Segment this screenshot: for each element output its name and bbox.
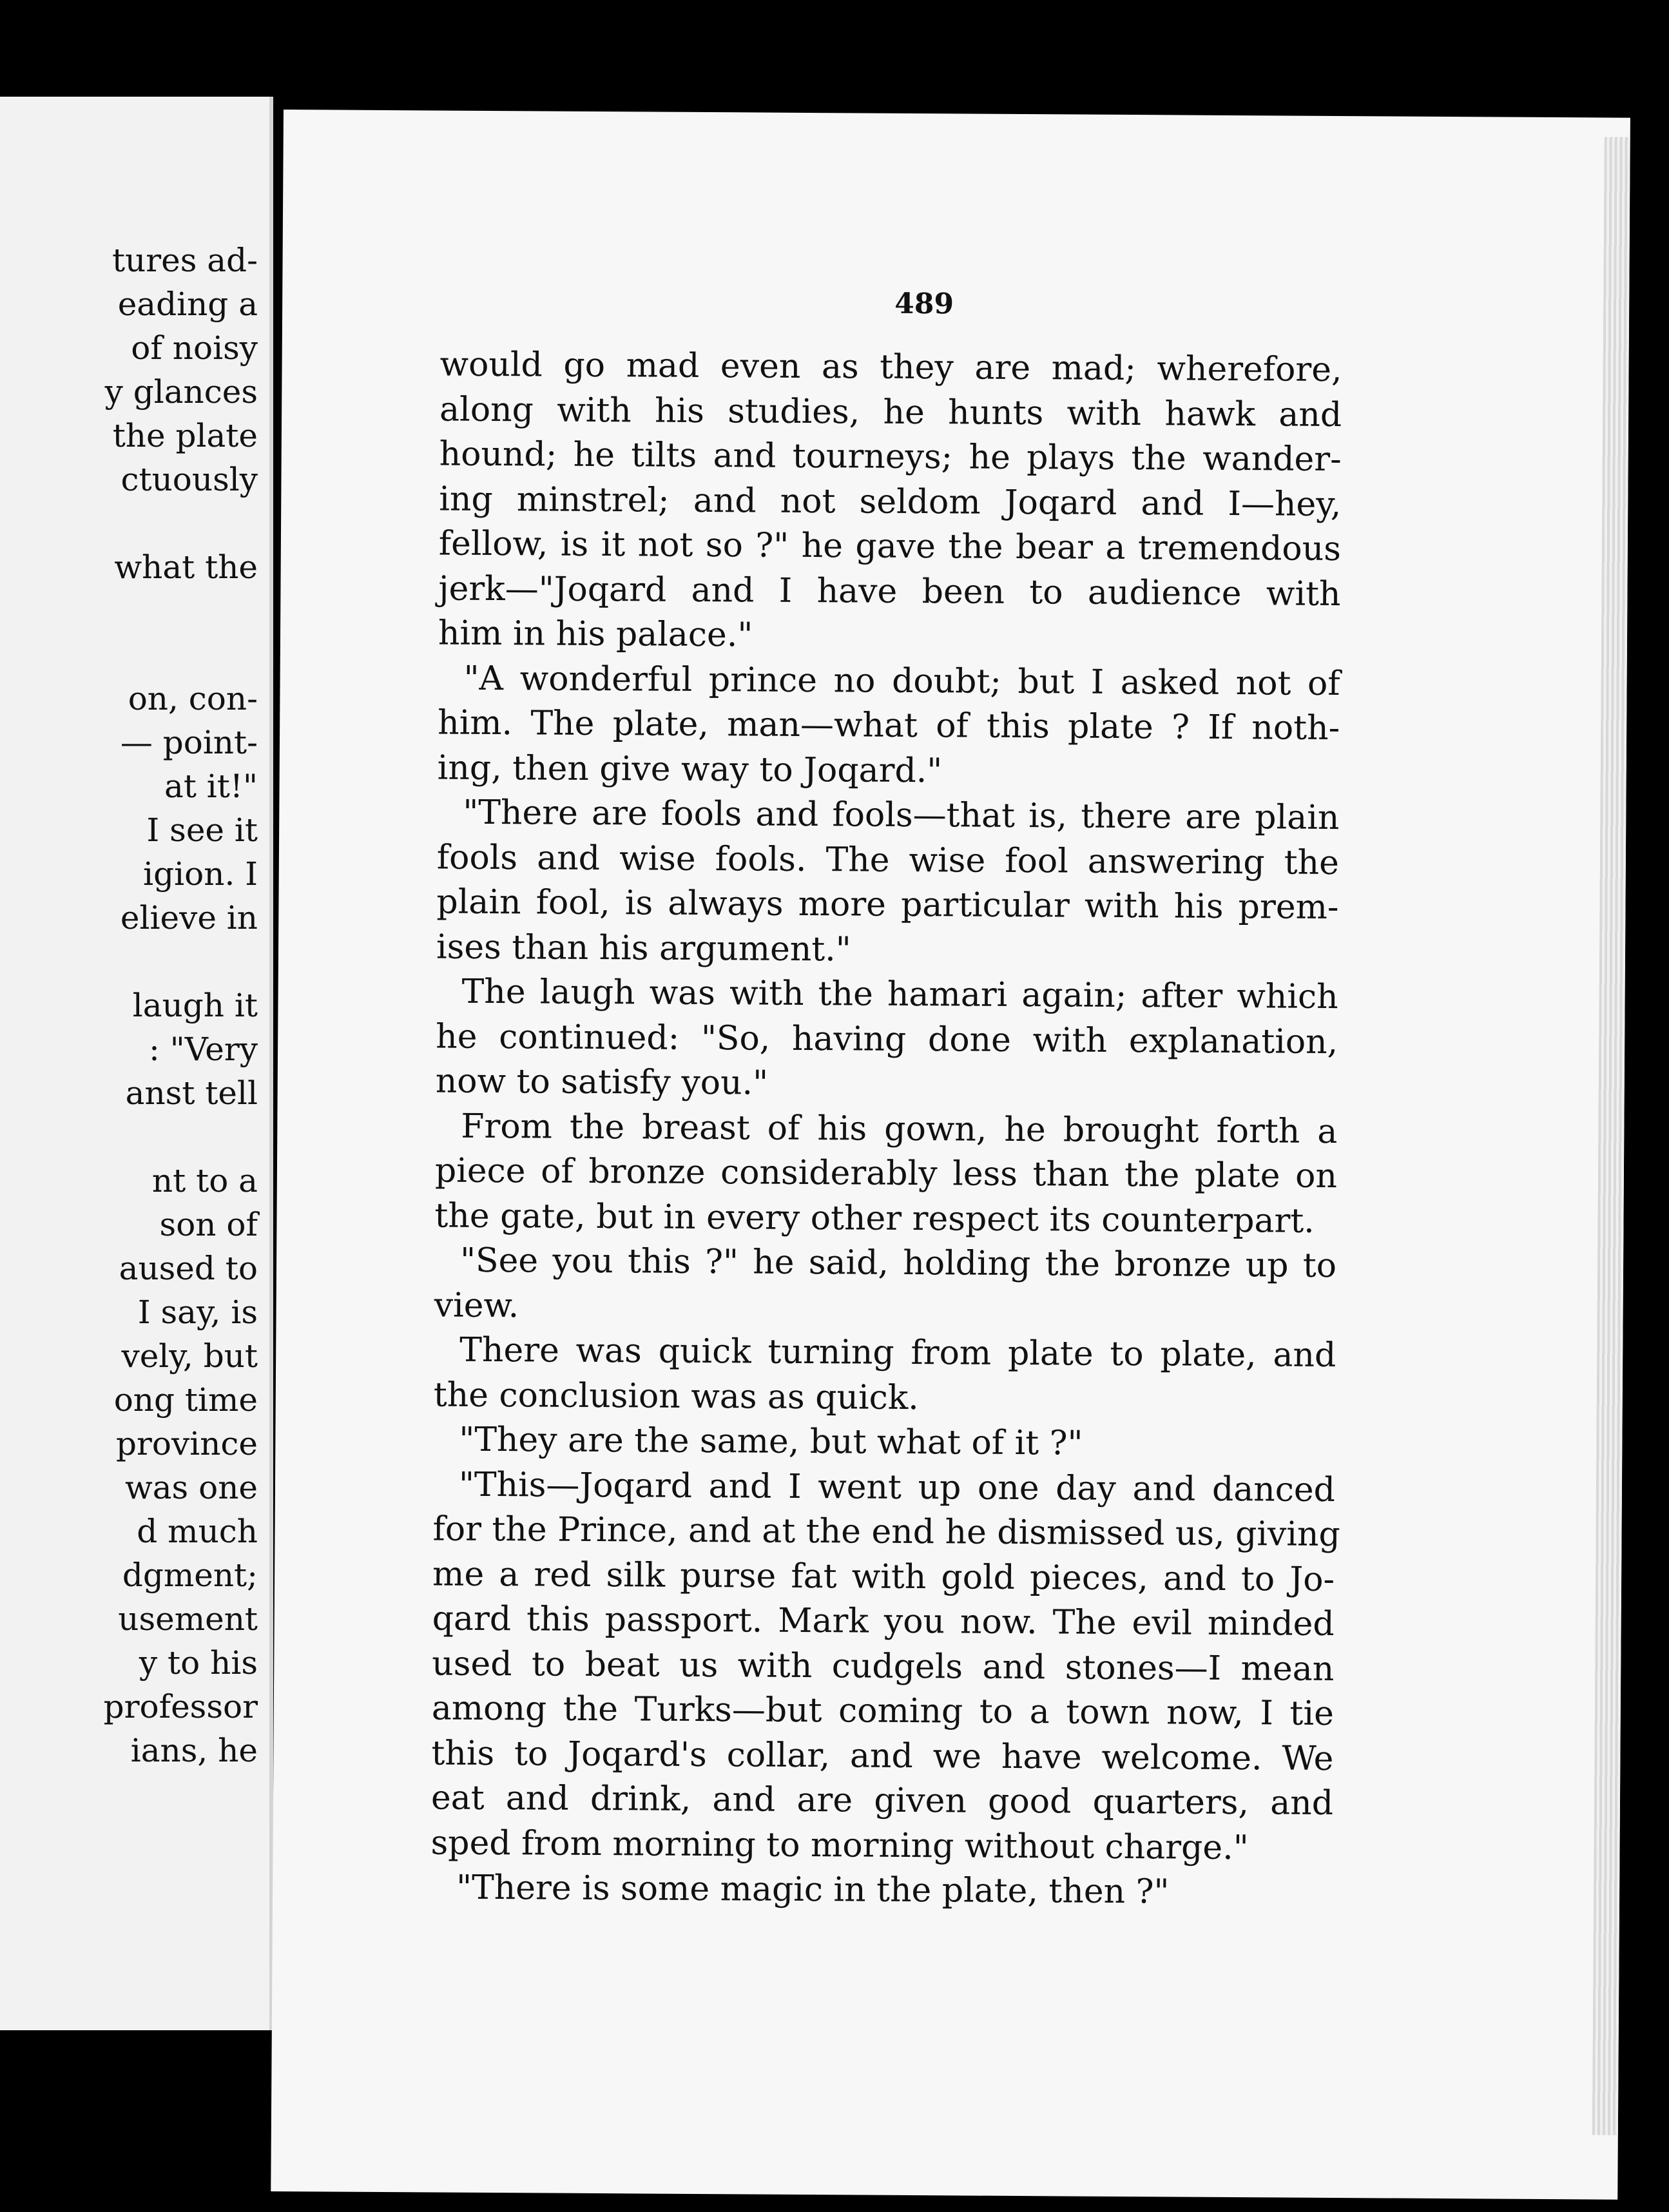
text-line: view. xyxy=(434,1285,519,1325)
left-page-line: tures ad- xyxy=(111,242,258,279)
text-line: ing, then give way to Joqard." xyxy=(437,748,943,790)
text-line: sped from morning to morning without charge." xyxy=(430,1823,1249,1867)
text-line: ing minstrel; and not seldom Joqard and I—hey, xyxy=(439,479,1342,524)
left-page-line: I see it xyxy=(146,811,258,849)
text-line: along with his studies, he hunts with hawk and xyxy=(439,389,1342,434)
left-page-line: igion. I xyxy=(143,855,258,893)
left-page-line: — point- xyxy=(120,724,258,761)
body-text xyxy=(430,342,1342,1916)
left-page-line: was one xyxy=(124,1469,258,1506)
text-line: piece of bronze considerably less than the plate on xyxy=(434,1151,1338,1196)
text-line: would go mad even as they are mad; wherefore, xyxy=(439,345,1342,390)
left-page-line: dgment; xyxy=(122,1557,258,1594)
left-page-line: nt to a xyxy=(151,1162,258,1199)
text-line: There was quick turning from plate to plate, and xyxy=(459,1330,1336,1375)
text-line: fools and wise fools. The wise fool answering the xyxy=(436,837,1340,882)
left-page-line: : "Very xyxy=(149,1031,258,1068)
text-line: qard this passport. Mark you now. The evil minded xyxy=(432,1599,1335,1644)
text-line: the gate, but in every other respect its counterpart. xyxy=(434,1196,1315,1241)
text-line: jerk—"Joqard and I have been to audience with xyxy=(438,568,1341,614)
left-page-line: at it!" xyxy=(164,768,258,805)
page-number: 489 xyxy=(894,287,954,321)
text-line: used to beat us with cudgels and stones—I mean xyxy=(432,1644,1335,1689)
text-line: plain fool, is always more particular with his prem- xyxy=(436,882,1339,927)
text-line: hound; he tilts and tourneys; he plays the wander- xyxy=(439,434,1342,480)
text-line: From the breast of his gown, he brought forth a xyxy=(461,1107,1338,1151)
left-page-line: I say, is xyxy=(137,1294,258,1331)
text-line: ises than his argument." xyxy=(436,927,851,969)
left-page-line: eading a xyxy=(117,286,258,323)
left-page-line: laugh it xyxy=(132,987,258,1024)
text-line: The laugh was with the hamari again; after which xyxy=(461,972,1338,1017)
left-page-line: province xyxy=(115,1425,258,1462)
left-page-line: vely, but xyxy=(121,1337,258,1375)
left-page-line: the plate xyxy=(112,417,258,454)
left-page-line: usement xyxy=(118,1600,258,1638)
page-edge-stack xyxy=(1592,137,1630,2135)
left-page-line: on, con- xyxy=(128,680,258,717)
text-line: now to satisfy you." xyxy=(435,1062,769,1103)
left-page-line: ctuously xyxy=(121,461,258,498)
text-line: the conclusion was as quick. xyxy=(433,1375,920,1417)
left-page-line: elieve in xyxy=(120,899,258,936)
text-line: "There is some magic in the plate, then ?" xyxy=(456,1868,1170,1912)
text-line: "See you this ?" he said, holding the bronze up to xyxy=(459,1241,1337,1286)
left-page-line: ians, he xyxy=(130,1732,258,1769)
text-line: "This—Joqard and I went up one day and danced xyxy=(458,1465,1336,1509)
text-line: "There are fools and fools—that is, there are plain xyxy=(463,793,1340,838)
left-page-line: professor xyxy=(103,1688,258,1725)
text-line: eat and drink, and are given good quarters, and xyxy=(430,1778,1334,1823)
left-page-line: aused to xyxy=(119,1250,258,1287)
left-page-line: anst tell xyxy=(125,1074,258,1112)
left-page-line: y to his xyxy=(139,1644,258,1682)
text-line: him in his palace." xyxy=(438,614,753,655)
left-page-line: son of xyxy=(159,1206,258,1243)
text-line: fellow, is it not so ?" he gave the bear a tremendous xyxy=(438,524,1342,569)
text-line: he continued: "So, having done with explanation, xyxy=(436,1016,1338,1062)
left-page-line: of noisy xyxy=(131,329,258,367)
text-line: this to Joqard's collar, and we have welcome. We xyxy=(431,1733,1334,1778)
text-line: among the Turks—but coming to a town now, I tie xyxy=(431,1689,1335,1734)
text-line: "A wonderful prince no doubt; but I asked not of xyxy=(463,659,1340,703)
left-page-line: y glances xyxy=(104,373,258,411)
text-line: me a red silk purse fat with gold pieces, and to Jo- xyxy=(432,1554,1335,1599)
left-page-line: ong time xyxy=(113,1381,258,1419)
left-page-fragment xyxy=(0,97,273,2030)
text-line: him. The plate, man—what of this plate ? If noth- xyxy=(438,703,1340,748)
text-line: for the Prince, and at the end he dismissed us, giving xyxy=(432,1509,1341,1555)
right-page xyxy=(271,110,1630,2200)
left-page-line: what the xyxy=(114,548,258,586)
text-line: "They are the same, but what of it ?" xyxy=(459,1420,1083,1463)
left-page-line: d much xyxy=(137,1513,258,1550)
